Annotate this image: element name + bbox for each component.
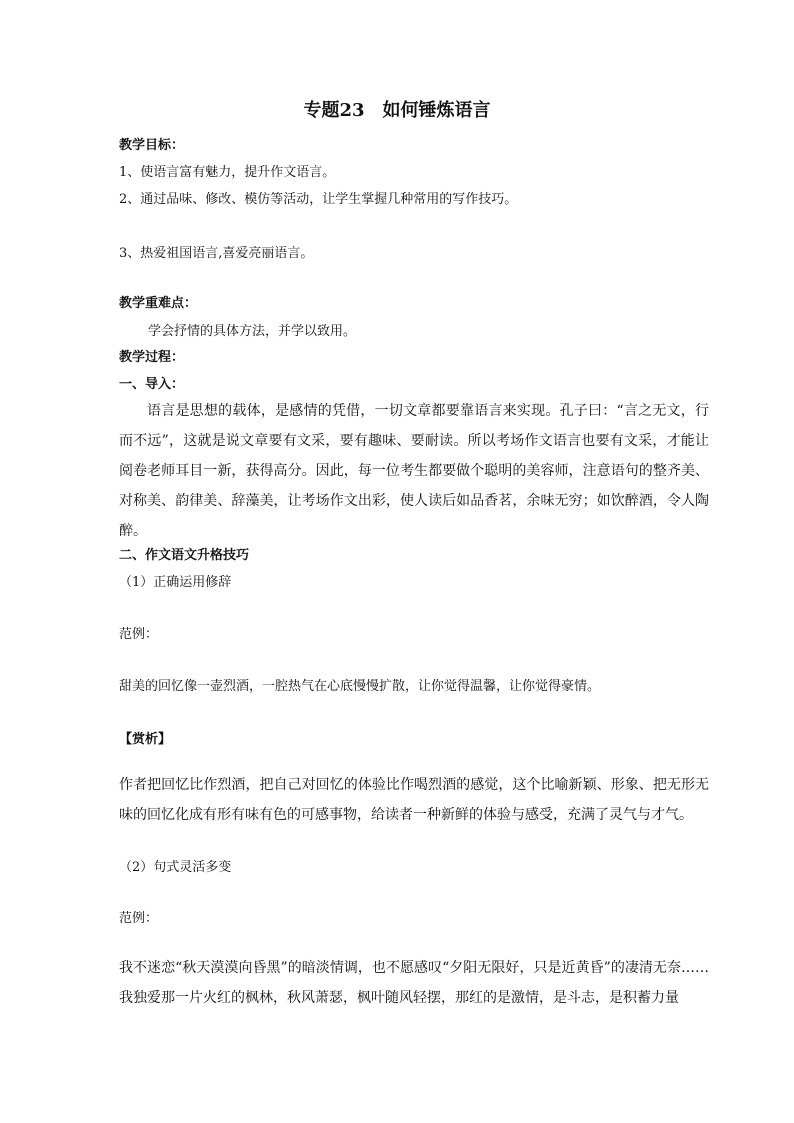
example-text-1: 甜美的回忆像一壶烈酒，一腔热气在心底慢慢扩散，让你觉得温馨，让你觉得豪情。 bbox=[119, 679, 601, 694]
goal-item-2: 2、通过品味、修改、模仿等活动，让学生掌握几种常用的写作技巧。 bbox=[119, 192, 518, 207]
key-points-heading: 教学重难点： bbox=[119, 296, 198, 311]
item-1-heading: （1）正确运用修辞 bbox=[119, 575, 232, 590]
process-heading: 教学过程： bbox=[119, 350, 185, 365]
goal-item-3: 3、热爱祖国语言,喜爱亮丽语言。 bbox=[119, 246, 314, 261]
item-2-heading: （2）句式灵活多变 bbox=[119, 860, 232, 875]
analysis-label: 【赏析】 bbox=[119, 732, 172, 747]
document-title: 专题23 如何锤炼语言 bbox=[303, 100, 491, 121]
example-label-1: 范例： bbox=[119, 627, 159, 642]
section-2-heading: 二、作文语文升格技巧 bbox=[119, 548, 250, 563]
example-paragraph-2: 我不迷恋“秋天漠漠向昏黑”的暗淡情调，也不愿感叹“夕阳无限好，只是近黄昏”的凄清无奈……我独爱那一片火红的枫林，秋风萧瑟，枫叶随风轻摆，那红的是激情，是斗志，是积蓄力量 bbox=[119, 960, 709, 1006]
section-1-heading: 一、导入： bbox=[119, 377, 185, 392]
analysis-paragraph: 作者把回忆比作烈酒，把自己对回忆的体验比作喝烈酒的感觉，这个比喻新颖、形象、把无形无味的回忆化成有形有味有色的可感事物，给读者一种新鲜的体验与感受，充满了灵气与才气。 bbox=[119, 777, 709, 823]
intro-paragraph: 语言是思想的载体，是感情的凭借，一切文章都要靠语言来实现。孔子曰：“言之无文，行而不远”，这就是说文章要有文采，要有趣味、要耐读。所以考场作文语言也要有文采，才能让阅卷老师耳目一新，获得高分。因此，每一位考生都要做个聪明的美容师，注意语句的整齐美、对称美、韵律美、辞藻美，让考场作文出彩，使人读后如品香茗，余味无穷；如饮醉酒，令人陶醉。 bbox=[119, 403, 709, 539]
goal-item-1: 1、使语言富有魅力，提升作文语言。 bbox=[119, 165, 336, 180]
key-points-text: 学会抒情的具体方法，并学以致用。 bbox=[148, 324, 357, 339]
example-label-2: 范例： bbox=[119, 911, 159, 926]
goals-heading: 教学目标： bbox=[119, 138, 185, 153]
